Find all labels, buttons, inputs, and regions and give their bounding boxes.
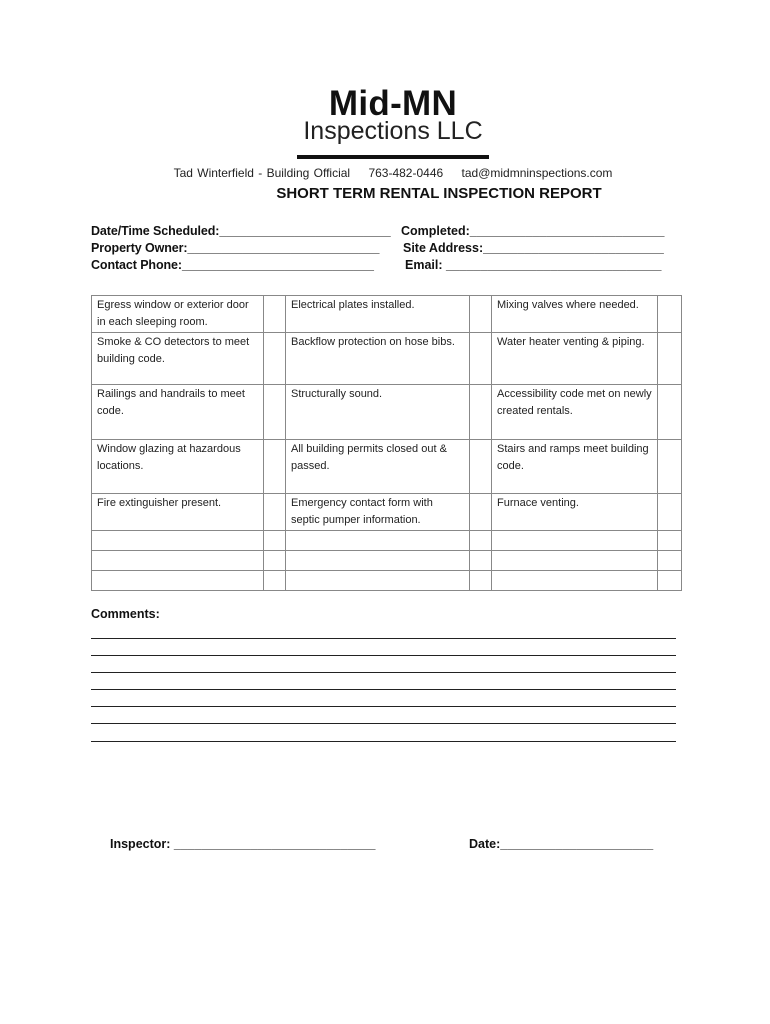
checklist-checkbox[interactable] xyxy=(470,494,492,531)
checklist-item: Accessibility code met on newly created rentals. xyxy=(492,385,658,440)
signature-date-field: Date:______________________ xyxy=(469,837,654,851)
comment-line xyxy=(91,655,676,656)
checklist-checkbox[interactable] xyxy=(470,333,492,385)
checklist-item: Electrical plates installed. xyxy=(286,296,470,333)
checklist-checkbox[interactable] xyxy=(264,385,286,440)
checklist-checkbox[interactable] xyxy=(658,385,682,440)
report-title: SHORT TERM RENTAL INSPECTION REPORT xyxy=(276,185,602,202)
field-property-owner: Property Owner:____________________________ xyxy=(91,241,380,255)
checklist-item xyxy=(92,551,264,571)
official-name: Tad Winterfield - Building Official xyxy=(173,166,351,180)
field-contact-phone: Contact Phone:____________________________ xyxy=(91,258,374,272)
checklist-item xyxy=(286,571,470,591)
field-site-address: Site Address:__________________________ xyxy=(403,241,664,255)
checklist-checkbox[interactable] xyxy=(470,571,492,591)
checklist-row xyxy=(92,385,682,440)
checklist-row xyxy=(92,333,682,385)
checklist-item: Window glazing at hazardous locations. xyxy=(92,440,264,494)
checklist-item: Emergency contact form with septic pumper information. xyxy=(286,494,470,531)
checklist-checkbox[interactable] xyxy=(658,296,682,333)
checklist-item xyxy=(92,571,264,591)
logo-divider xyxy=(297,155,489,159)
checklist-checkbox[interactable] xyxy=(264,531,286,551)
checklist-item: Furnace venting. xyxy=(492,494,658,531)
comment-line xyxy=(91,741,676,742)
company-logo-subtitle: Inspections LLC xyxy=(303,117,483,145)
checklist-item: Railings and handrails to meet code. xyxy=(92,385,264,440)
comment-line xyxy=(91,672,676,673)
checklist-row xyxy=(92,296,682,333)
checklist-row xyxy=(92,494,682,531)
field-completed: Completed:____________________________ xyxy=(401,224,665,238)
inspection-checklist xyxy=(91,295,682,591)
checklist-checkbox[interactable] xyxy=(264,333,286,385)
checklist-item: Backflow protection on hose bibs. xyxy=(286,333,470,385)
checklist-checkbox[interactable] xyxy=(470,296,492,333)
comment-line xyxy=(91,706,676,707)
comment-line xyxy=(91,638,676,639)
field-email: Email: _______________________________ xyxy=(405,258,662,272)
checklist-checkbox[interactable] xyxy=(470,531,492,551)
checklist-item: Egress window or exterior door in each sleeping room. xyxy=(92,296,264,333)
checklist-checkbox[interactable] xyxy=(264,571,286,591)
checklist-checkbox[interactable] xyxy=(470,440,492,494)
checklist-row xyxy=(92,440,682,494)
checklist-item: All building permits closed out & passed. xyxy=(286,440,470,494)
checklist-item xyxy=(92,531,264,551)
inspector-signature-field: Inspector: _____________________________ xyxy=(110,837,376,851)
checklist-item: Fire extinguisher present. xyxy=(92,494,264,531)
checklist-checkbox[interactable] xyxy=(658,571,682,591)
checklist-checkbox[interactable] xyxy=(264,296,286,333)
checklist-item xyxy=(492,571,658,591)
checklist-checkbox[interactable] xyxy=(470,385,492,440)
checklist-row xyxy=(92,551,682,571)
comment-line xyxy=(91,723,676,724)
checklist-checkbox[interactable] xyxy=(658,531,682,551)
comments-label: Comments: xyxy=(91,607,160,621)
checklist-item xyxy=(286,531,470,551)
checklist-item xyxy=(286,551,470,571)
checklist-checkbox[interactable] xyxy=(658,551,682,571)
checklist-item: Smoke & CO detectors to meet building code. xyxy=(92,333,264,385)
checklist-item: Mixing valves where needed. xyxy=(492,296,658,333)
comment-line xyxy=(91,689,676,690)
company-logo-name: Mid-MN xyxy=(328,84,458,123)
checklist-checkbox[interactable] xyxy=(264,551,286,571)
checklist-item xyxy=(492,551,658,571)
checklist-checkbox[interactable] xyxy=(658,494,682,531)
checklist-checkbox[interactable] xyxy=(470,551,492,571)
official-phone: 763-482-0446 xyxy=(368,166,444,180)
checklist-item: Structurally sound. xyxy=(286,385,470,440)
checklist-checkbox[interactable] xyxy=(658,333,682,385)
contact-line xyxy=(0,166,770,180)
checklist-row xyxy=(92,531,682,551)
field-date-time-scheduled: Date/Time Scheduled:_________________________ xyxy=(91,224,391,238)
checklist-item: Stairs and ramps meet building code. xyxy=(492,440,658,494)
official-email: tad@midmninspections.com xyxy=(461,166,613,180)
checklist-item xyxy=(492,531,658,551)
checklist-checkbox[interactable] xyxy=(658,440,682,494)
checklist-row xyxy=(92,571,682,591)
checklist-checkbox[interactable] xyxy=(264,494,286,531)
checklist-item: Water heater venting & piping. xyxy=(492,333,658,385)
checklist-checkbox[interactable] xyxy=(264,440,286,494)
